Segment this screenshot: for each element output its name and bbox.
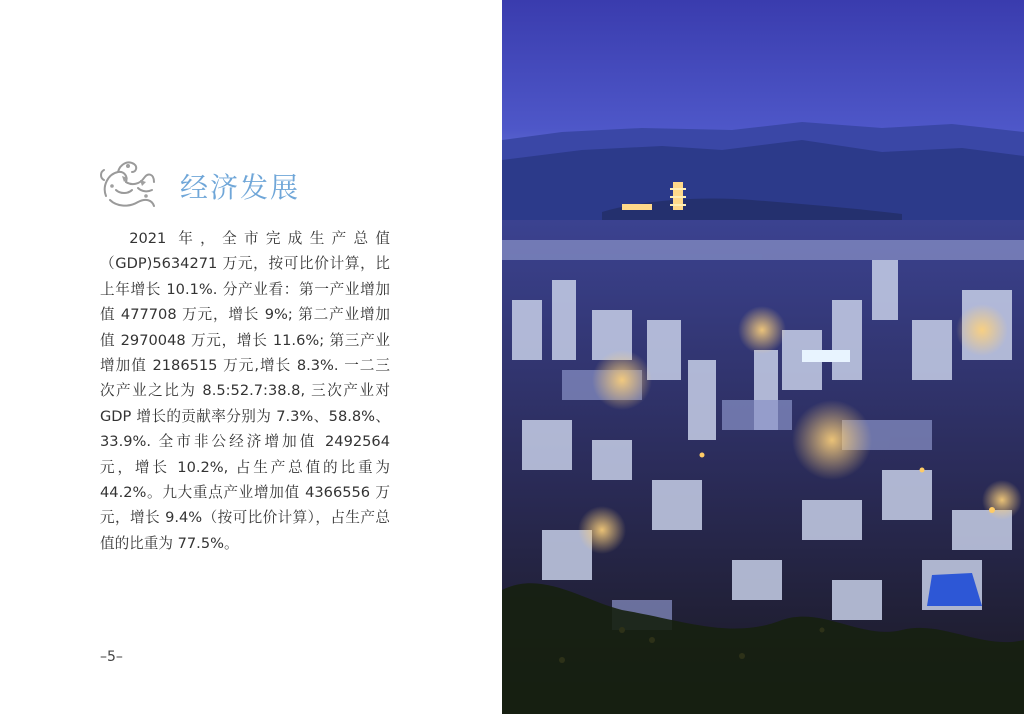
body-paragraph: 2021 年，全市完成生产总值（GDP)5634271 万元，按可比价计算，比上年增长 10.1%. 分产业看：第一产业增加值 477708 万元，增长 9%; 第二产业增加值 2970048 万元，增长 11.6%; 第三产业增加值 2186515 万元,增长 8.3%. 一二三次产业之比为 8.5:52.7:38.8, 三次产业对 GDP 增长的贡献率分别为 7.3%、58.8%、33.9%. 全市非公经济增加值 2492564 元，增长 10.2%, 占生产总值的比重为 44.2%。九大重点产业增加值 4366556 万元，增长 9.4%（按可比价计算），占生产总值的比重为 77.5%。: [100, 230, 390, 552]
section-title: 经济发展: [180, 171, 301, 204]
mythical-beast-emblem-icon: [98, 156, 160, 214]
city-night-skyline-photo: [502, 0, 1024, 714]
page-number: –5–: [100, 649, 123, 665]
text-page: [0, 0, 502, 714]
